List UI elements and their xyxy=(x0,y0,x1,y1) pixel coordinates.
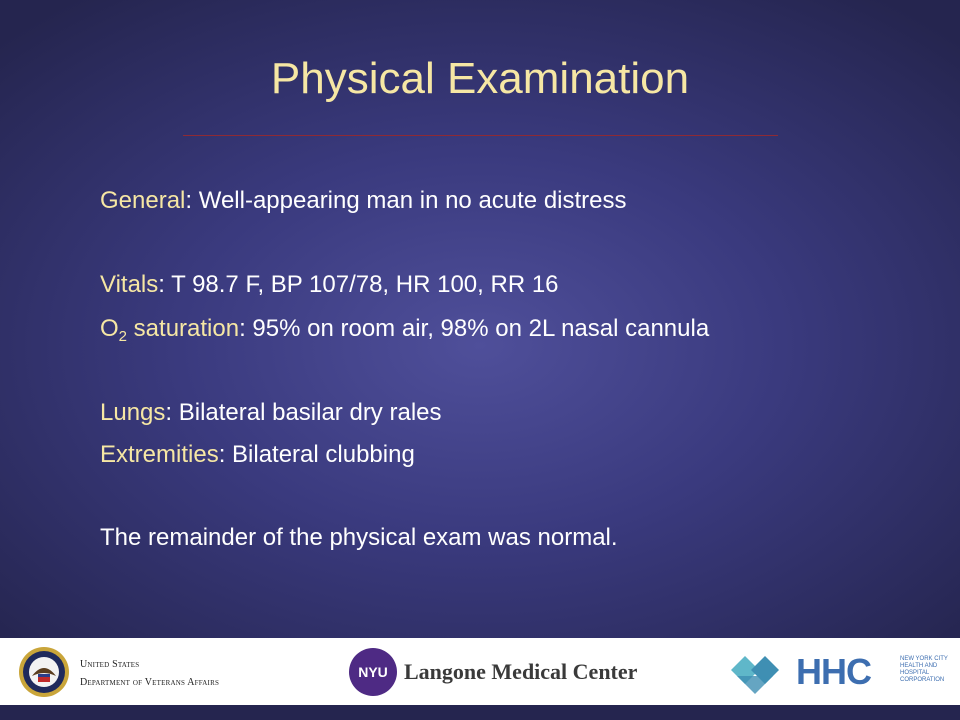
hhc-subtitle: NEW YORK CITY HEALTH AND HOSPITAL CORPORATION xyxy=(900,656,948,683)
lungs-label: Lungs xyxy=(100,399,166,426)
lungs-value: : Bilateral basilar dry rales xyxy=(165,399,442,426)
slide-title: Physical Examination xyxy=(270,54,690,103)
lungs-line xyxy=(100,399,442,427)
extremities-line xyxy=(100,441,415,469)
footer-bottom-strip xyxy=(0,705,960,720)
va-seal-icon xyxy=(18,646,70,698)
o2-label: $O_2$ saturation xyxy=(100,315,240,345)
general-label: General xyxy=(100,187,186,214)
vitals-value: : T 98.7 F, BP 107/78, HR 100, RR 16 xyxy=(158,271,559,298)
remainder-line: The remainder of the physical exam was normal. xyxy=(100,524,618,551)
hhc-hearts-icon xyxy=(727,652,783,696)
va-line-2: Department of Veterans Affairs xyxy=(80,677,220,688)
hhc-wordmark: HHC xyxy=(796,651,871,692)
va-wordmark xyxy=(80,656,219,692)
vitals-label: Vitals xyxy=(100,271,159,298)
nyu-wordmark: Langone Medical Center xyxy=(404,659,638,684)
vitals-line xyxy=(100,271,559,299)
o2-line xyxy=(100,315,709,345)
general-line xyxy=(100,187,627,215)
general-value: : Well-appearing man in no acute distress xyxy=(185,187,627,214)
nyu-logo-badge: NYU xyxy=(349,648,397,696)
o2-value: : 95% on room air, 98% on 2L nasal cannula xyxy=(239,315,710,342)
extremities-value: : Bilateral clubbing xyxy=(218,441,415,468)
extremities-label: Extremities xyxy=(100,441,219,468)
va-line-1: United States xyxy=(80,659,140,670)
title-divider xyxy=(183,135,778,136)
